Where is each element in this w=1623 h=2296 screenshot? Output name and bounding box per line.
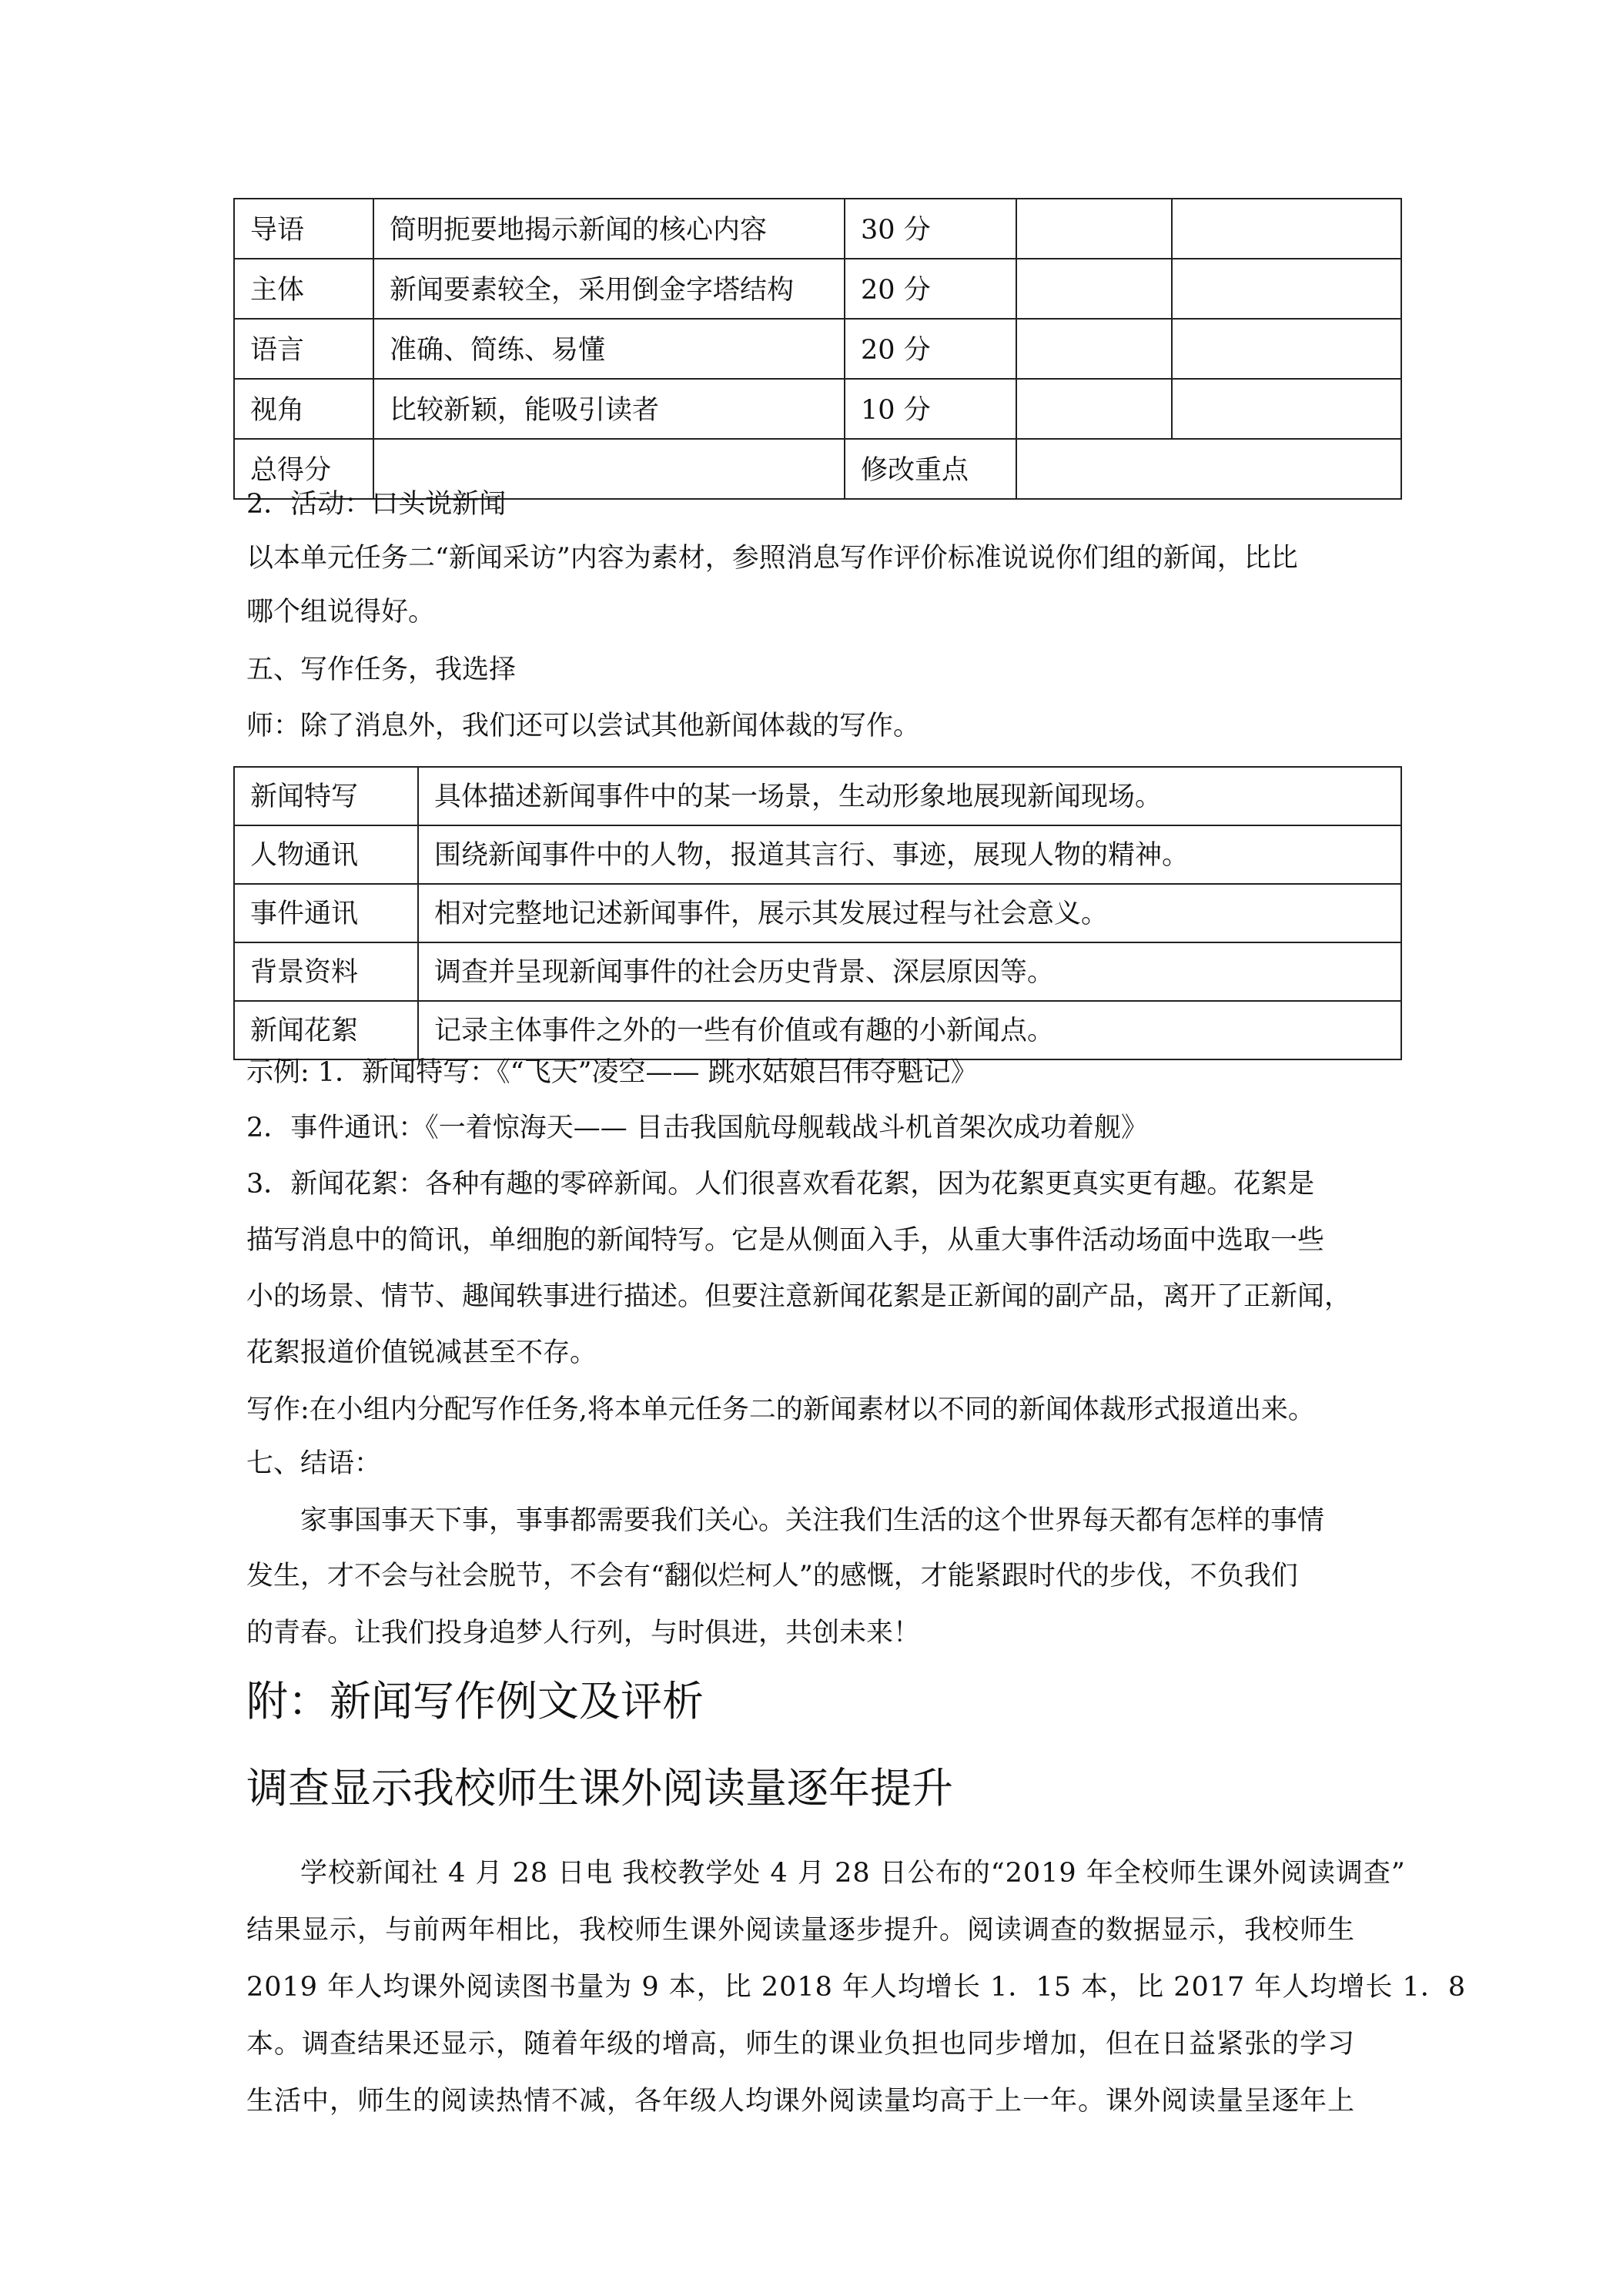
rubric-revise-label: 修改重点 [845, 439, 1016, 499]
rubric-blank-cell [1172, 259, 1401, 319]
table-row [234, 767, 1401, 825]
example-line: 2．事件通讯：《一着惊海天—— 目击我国航母舰载战斗机首架次成功着舰》 [246, 1113, 1148, 1143]
rubric-standard: 准确、简练、易懂 [373, 319, 845, 379]
rubric-blank-cell [1016, 319, 1172, 379]
example-line: 花絮报道价值锐减甚至不存。 [246, 1337, 597, 1368]
genre-table [233, 766, 1402, 1060]
section-heading: 七、结语： [246, 1448, 382, 1479]
genre-name: 新闻特写 [234, 767, 418, 825]
example-line: 示例: 1．新闻特写：《“飞天”凌空—— 跳水姑娘吕伟夺魁记》 [246, 1057, 978, 1088]
genre-desc: 围绕新闻事件中的人物，报道其言行、事迹，展现人物的精神。 [418, 825, 1401, 884]
rubric-blank-cell [1172, 379, 1401, 439]
rubric-standard: 比较新颖，能吸引读者 [373, 379, 845, 439]
rubric-item: 语言 [234, 319, 373, 379]
rubric-blank-cell [1172, 319, 1401, 379]
rubric-revise-value [1016, 439, 1401, 499]
rubric-score: 30 分 [845, 199, 1016, 259]
rubric-standard: 新闻要素较全，采用倒金字塔结构 [373, 259, 845, 319]
writing-task: 写作:在小组内分配写作任务,将本单元任务二的新闻素材以不同的新闻体裁形式报道出来。 [246, 1394, 1315, 1425]
rubric-score: 10 分 [845, 379, 1016, 439]
genre-name: 新闻花絮 [234, 1001, 418, 1059]
paragraph-line: 家事国事天下事，事事都需要我们关心。关注我们生活的这个世界每天都有怎样的事情 [300, 1505, 1325, 1536]
table-row [234, 379, 1401, 439]
example-line: 小的场景、情节、趣闻轶事进行描述。但要注意新闻花絮是正新闻的副产品，离开了正新闻， [246, 1281, 1352, 1312]
activity-line: 以本单元任务二“新闻采访”内容为素材，参照消息写作评价标准说说你们组的新闻，比比 [246, 543, 1298, 574]
rubric-blank-cell [1016, 379, 1172, 439]
paragraph-line: 的青春。让我们投身追梦人行列，与时俱进，共创未来！ [246, 1618, 921, 1648]
rubric-item: 视角 [234, 379, 373, 439]
genre-desc: 调查并呈现新闻事件的社会历史背景、深层原因等。 [418, 942, 1401, 1001]
table-row [234, 259, 1401, 319]
rubric-score: 20 分 [845, 259, 1016, 319]
article-line: 生活中，师生的阅读热情不减，各年级人均课外阅读量均高于上一年。课外阅读量呈逐年上 [246, 2086, 1356, 2117]
rubric-item: 主体 [234, 259, 373, 319]
table-row [234, 1001, 1401, 1059]
example-line: 3．新闻花絮：各种有趣的零碎新闻。人们很喜欢看花絮，因为花絮更真实更有趣。花絮是 [246, 1169, 1315, 1200]
rubric-blank-cell [1016, 199, 1172, 259]
article-line: 2019 年人均课外阅读图书量为 9 本，比 2018 年人均增长 1．15 本，比 2017 年人均增长 1．8 [246, 1972, 1467, 2003]
article-line: 本。调查结果还显示，随着年级的增高，师生的课业负担也同步增加，但在日益紧张的学习 [246, 2029, 1356, 2060]
rubric-blank-cell [1172, 199, 1401, 259]
genre-name: 背景资料 [234, 942, 418, 1001]
example-line: 描写消息中的简讯，单细胞的新闻特写。它是从侧面入手，从重大事件活动场面中选取一些 [246, 1225, 1325, 1256]
appendix-heading: 附：新闻写作例文及评析 [246, 1677, 704, 1725]
activity-line: 哪个组说得好。 [246, 597, 436, 628]
table-row [234, 942, 1401, 1001]
genre-desc: 具体描述新闻事件中的某一场景，生动形象地展现新闻现场。 [418, 767, 1401, 825]
genre-desc: 记录主体事件之外的一些有价值或有趣的小新闻点。 [418, 1001, 1401, 1059]
section-intro: 师：除了消息外，我们还可以尝试其他新闻体裁的写作。 [246, 711, 921, 741]
rubric-item: 导语 [234, 199, 373, 259]
article-line: 学校新闻社 4 月 28 日电 我校教学处 4 月 28 日公布的“2019 年全校师生课外阅读调查” [300, 1858, 1406, 1889]
rubric-table [233, 198, 1402, 500]
section-heading: 五、写作任务，我选择 [246, 654, 517, 685]
genre-desc: 相对完整地记述新闻事件，展示其发展过程与社会意义。 [418, 884, 1401, 942]
article-line: 结果显示，与前两年相比，我校师生课外阅读量逐步提升。阅读调查的数据显示，我校师生 [246, 1915, 1356, 1946]
table-row [234, 884, 1401, 942]
genre-name: 人物通讯 [234, 825, 418, 884]
article-title: 调查显示我校师生课外阅读量逐年提升 [246, 1764, 953, 1812]
rubric-blank-cell [1016, 259, 1172, 319]
activity-title: 2．活动：口头说新闻 [246, 489, 507, 520]
genre-name: 事件通讯 [234, 884, 418, 942]
rubric-standard: 简明扼要地揭示新闻的核心内容 [373, 199, 845, 259]
paragraph-line: 发生，才不会与社会脱节，不会有“翻似烂柯人”的感慨，才能紧跟时代的步伐，不负我们 [246, 1561, 1298, 1591]
table-row [234, 825, 1401, 884]
rubric-total-label: 总得分 [234, 439, 373, 499]
table-row [234, 199, 1401, 259]
table-row [234, 319, 1401, 379]
rubric-score: 20 分 [845, 319, 1016, 379]
